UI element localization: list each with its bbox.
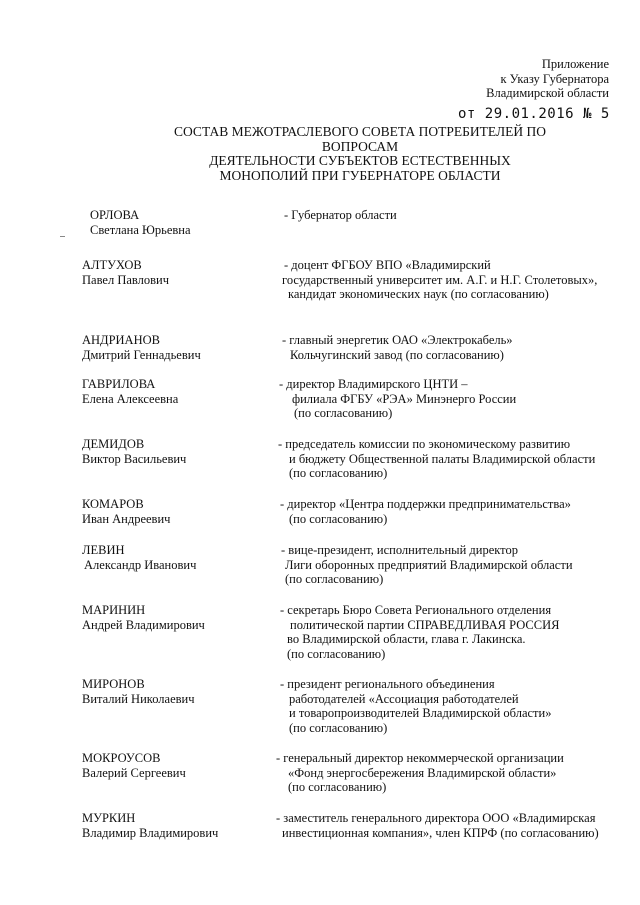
member-given-name: Виктор Васильевич	[82, 452, 187, 466]
title-line: СОСТАВ МЕЖОТРАСЛЕВОГО СОВЕТА ПОТРЕБИТЕЛЕЙ ПО ВОПРОСАМ	[174, 124, 546, 154]
appendix-line: Приложение	[541, 57, 609, 71]
role-line: - главный энергетик ОАО «Электрокабель»	[282, 333, 513, 347]
member-given-name: Светлана Юрьевна	[90, 223, 191, 237]
member-surname: ДЕМИДОВ	[82, 437, 145, 451]
role-line: государственный университет им. А.Г. и Н.Г. Столетовых»,	[282, 272, 598, 287]
role-line: - Губернатор области	[284, 208, 397, 222]
member-role	[280, 603, 559, 661]
member-given-name: Владимир Владимирович	[82, 826, 219, 840]
role-line: - президент регионального объединения	[280, 677, 495, 691]
role-line: - председатель комиссии по экономическому развитию	[278, 437, 571, 451]
role-line: работодателей «Ассоциация работодателей	[289, 691, 519, 706]
member-surname: МУРКИН	[82, 811, 136, 825]
role-line: Лиги оборонных предприятий Владимирской области	[285, 557, 573, 572]
role-line: кандидат экономических наук (по согласованию)	[288, 287, 549, 301]
role-line: (по согласованию)	[294, 406, 393, 420]
appendix-line: к Указу Губернатора	[500, 71, 609, 86]
member-given-name: Андрей Владимирович	[82, 618, 205, 632]
role-line: «Фонд энергосбережения Владимирской области»	[288, 765, 557, 780]
member-given-name: Дмитрий Геннадьевич	[82, 348, 201, 362]
member-role	[276, 751, 564, 795]
role-line: - генеральный директор некоммерческой организации	[276, 751, 564, 765]
role-line: (по согласованию)	[289, 720, 388, 735]
member-surname: МОКРОУСОВ	[82, 751, 161, 765]
role-line: - директор Владимирского ЦНТИ –	[279, 377, 468, 391]
member-given-name: Павел Павлович	[82, 273, 169, 287]
member-given-name: Иван Андреевич	[82, 512, 171, 526]
role-line: во Владимирской области, глава г. Лакинска.	[287, 632, 526, 646]
role-line: - заместитель генерального директора ООО «Владимирская	[276, 811, 596, 825]
role-line: (по согласованию)	[288, 780, 387, 794]
title-line: ДЕЯТЕЛЬНОСТИ СУБЪЕКТОВ ЕСТЕСТВЕННЫХ	[209, 153, 511, 168]
member-given-name: Александр Иванович	[84, 558, 197, 572]
member-given-name: Виталий Николаевич	[82, 692, 195, 706]
role-line: - директор «Центра поддержки предпринимательства»	[280, 497, 571, 511]
role-line: Кольчугинский завод (по согласованию)	[290, 347, 504, 362]
appendix-line: Владимирской области	[486, 86, 609, 100]
member-surname: ЛЕВИН	[82, 543, 125, 557]
role-line: филиала ФГБУ «РЭА» Минэнерго России	[292, 391, 517, 406]
role-line: (по согласованию)	[287, 646, 386, 661]
member-role	[284, 208, 397, 223]
member-surname: КОМАРОВ	[82, 497, 144, 511]
appendix-header	[486, 57, 609, 101]
role-line: и бюджету Общественной палаты Владимирской области	[289, 451, 596, 466]
document-title	[140, 125, 580, 183]
member-role	[280, 497, 571, 526]
role-line: - секретарь Бюро Совета Регионального отделения	[280, 603, 552, 617]
member-given-name: Валерий Сергеевич	[82, 766, 186, 780]
role-line: (по согласованию)	[285, 572, 384, 586]
member-surname: АНДРИАНОВ	[82, 333, 160, 347]
member-surname: АЛТУХОВ	[82, 258, 142, 272]
member-role	[276, 811, 599, 840]
role-line: (по согласованию)	[289, 511, 388, 526]
member-role	[279, 377, 516, 421]
role-line: и товаропроизводителей Владимирской области»	[289, 706, 552, 720]
member-surname: МАРИНИН	[82, 603, 146, 617]
member-role	[281, 543, 573, 587]
role-line: - вице-президент, исполнительный директор	[281, 543, 518, 557]
member-role	[284, 258, 597, 302]
role-line: политической партии СПРАВЕДЛИВАЯ РОССИЯ	[290, 617, 560, 632]
decree-number: от 29.01.2016 № 5	[458, 106, 610, 122]
role-line: - доцент ФГБОУ ВПО «Владимирский	[284, 258, 491, 272]
margin-mark	[60, 236, 65, 237]
member-role	[282, 333, 513, 362]
member-given-name: Елена Алексеевна	[82, 392, 179, 406]
role-line: (по согласованию)	[289, 466, 388, 480]
member-surname: МИРОНОВ	[82, 677, 145, 691]
member-role	[280, 677, 551, 735]
member-surname: ОРЛОВА	[90, 208, 140, 222]
member-surname: ГАВРИЛОВА	[82, 377, 156, 391]
title-line: МОНОПОЛИЙ ПРИ ГУБЕРНАТОРЕ ОБЛАСТИ	[219, 167, 501, 183]
member-role	[278, 437, 595, 481]
role-line: инвестиционная компания», член КПРФ (по согласованию)	[282, 825, 599, 840]
